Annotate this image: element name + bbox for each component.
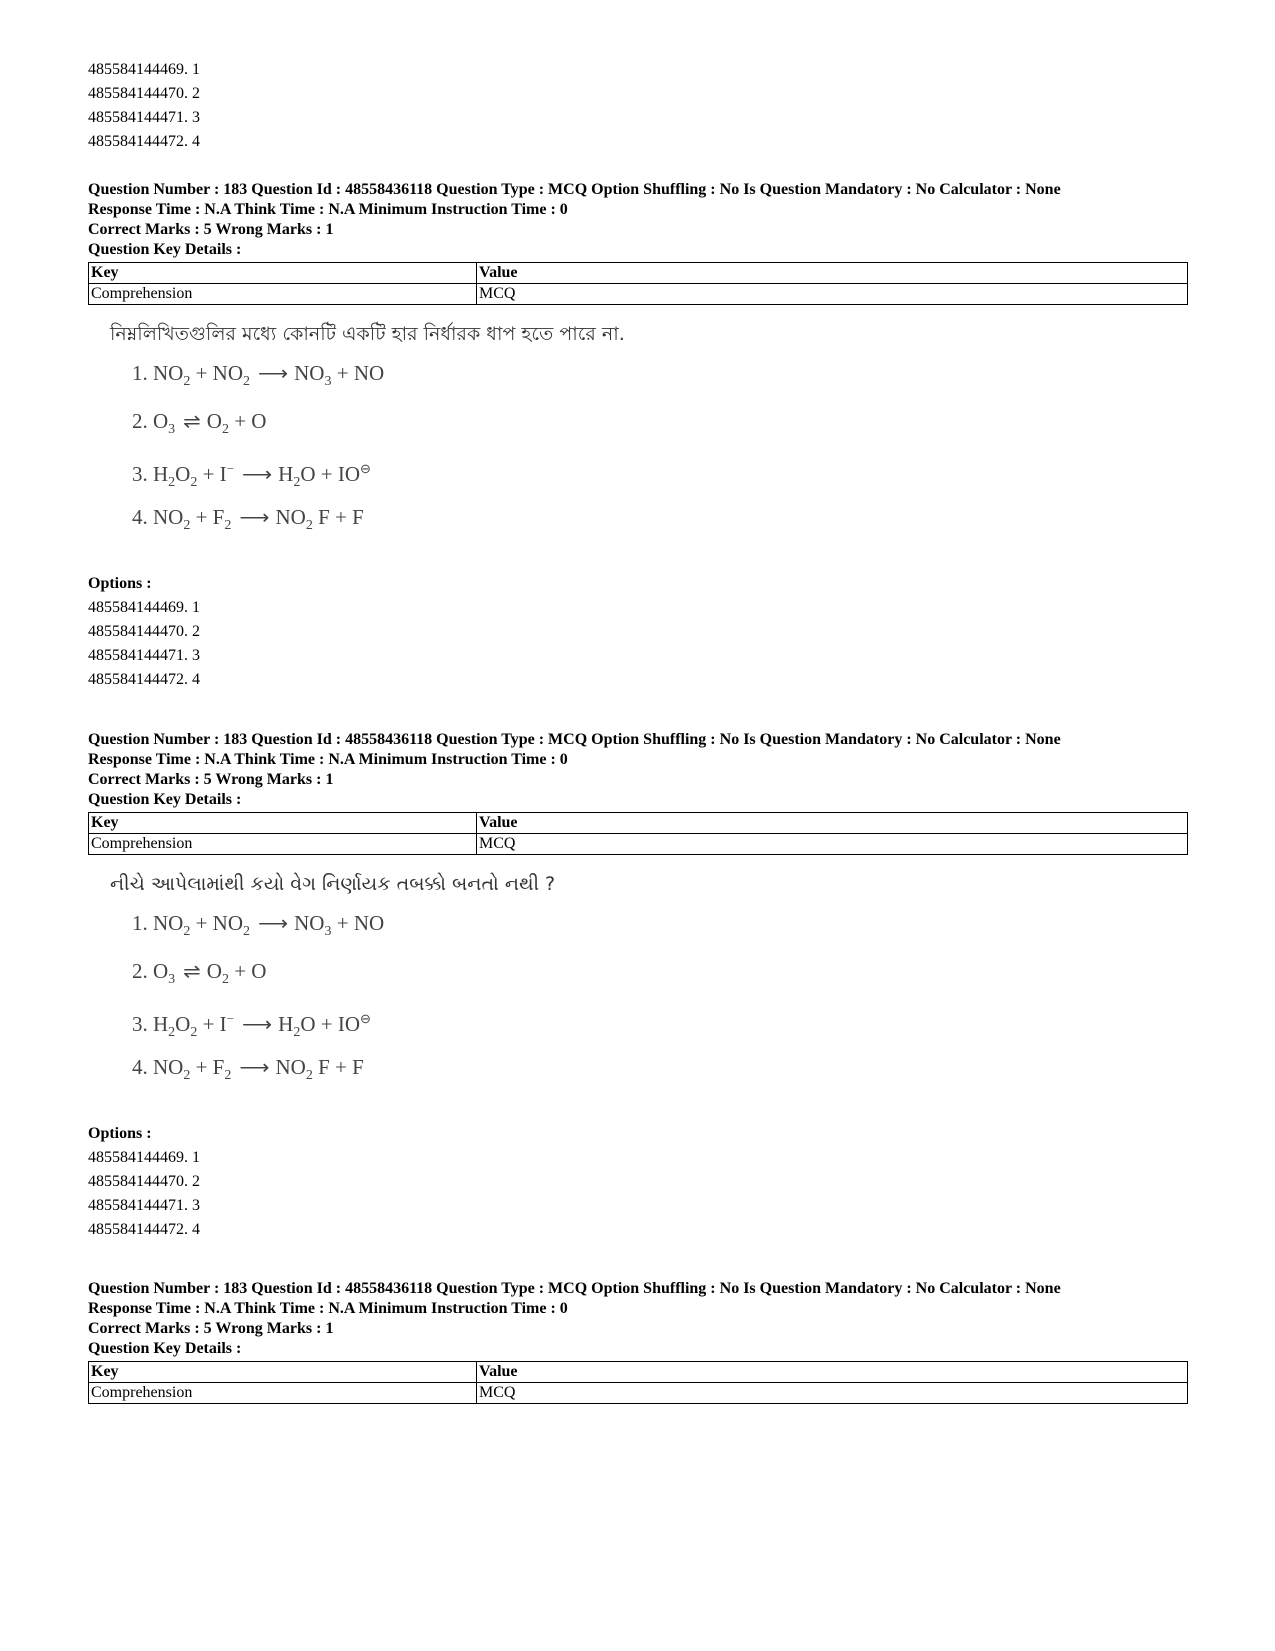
key-value-table (88, 812, 1188, 855)
equation-2: 2. $O_3$ ⇌ $O_2 + O$ (132, 409, 267, 438)
table-header-value: Value (477, 1362, 1188, 1383)
question-meta-line1: Question Number : 183 Question Id : 48558436118 Question Type : MCQ Option Shuffling : No Is Question Mandatory : No Calculator : None (88, 181, 1061, 198)
option-item: 485584144470. 2 (88, 85, 200, 102)
table-cell-value: MCQ (477, 834, 1188, 855)
table-header-key: Key (89, 1362, 477, 1383)
table-header-value: Value (477, 263, 1188, 284)
key-value-table (88, 262, 1188, 305)
question-meta-line2: Response Time : N.A Think Time : N.A Minimum Instruction Time : 0 (88, 201, 568, 218)
question-section-3 (88, 1279, 1188, 1404)
key-value-table (88, 1361, 1188, 1404)
marks-line: Correct Marks : 5 Wrong Marks : 1 (88, 1320, 334, 1337)
equation-3: 3. $H_2O_2 + I^-$ ⟶ $H_2O + IO^⊖$ (132, 461, 371, 491)
equation-3: 3. $H_2O_2 + I^-$ ⟶ $H_2O + IO^⊖$ (132, 1011, 371, 1041)
top-options-list (88, 58, 1188, 154)
equation-1: 1. $NO_2 + NO_2$ ⟶ $NO_3$ + NO (132, 911, 385, 940)
question-text: નીચે આપેલામાંથી કયો વેગ નિર્ણાયક તબક્કો બનતો નથી ? (110, 873, 556, 895)
option-item: 485584144471. 3 (88, 647, 200, 664)
table-header-row (89, 263, 1188, 284)
option-item: 485584144471. 3 (88, 109, 200, 126)
table-row (89, 284, 1188, 305)
equation-1: 1. $NO_2 + NO_2$ ⟶ $NO_3$ + NO (132, 361, 385, 390)
key-details-label: Question Key Details : (88, 791, 242, 808)
option-item: 485584144472. 4 (88, 133, 200, 150)
equation-2: 2. $O_3$ ⇌ $O_2 + O$ (132, 959, 267, 988)
table-cell-key: Comprehension (89, 834, 477, 855)
option-item: 485584144472. 4 (88, 1221, 200, 1238)
option-item: 485584144472. 4 (88, 671, 200, 688)
option-item: 485584144469. 1 (88, 599, 200, 616)
table-cell-key: Comprehension (89, 284, 477, 305)
key-details-label: Question Key Details : (88, 1340, 242, 1357)
question-section-1 (88, 180, 1188, 692)
table-row (89, 1383, 1188, 1404)
table-header-key: Key (89, 263, 477, 284)
question-image (88, 319, 1188, 564)
table-header-row (89, 1362, 1188, 1383)
key-details-label: Question Key Details : (88, 241, 242, 258)
question-meta-line1: Question Number : 183 Question Id : 48558436118 Question Type : MCQ Option Shuffling : No Is Question Mandatory : No Calculator : None (88, 731, 1061, 748)
question-section-2 (88, 730, 1188, 1242)
table-cell-value: MCQ (477, 1383, 1188, 1404)
table-header-key: Key (89, 813, 477, 834)
question-meta-line2: Response Time : N.A Think Time : N.A Minimum Instruction Time : 0 (88, 1300, 568, 1317)
table-row (89, 834, 1188, 855)
question-meta-line2: Response Time : N.A Think Time : N.A Minimum Instruction Time : 0 (88, 751, 568, 768)
table-header-value: Value (477, 813, 1188, 834)
marks-line: Correct Marks : 5 Wrong Marks : 1 (88, 221, 334, 238)
question-meta-line1: Question Number : 183 Question Id : 48558436118 Question Type : MCQ Option Shuffling : No Is Question Mandatory : No Calculator : None (88, 1280, 1061, 1297)
table-cell-key: Comprehension (89, 1383, 477, 1404)
option-item: 485584144469. 1 (88, 61, 200, 78)
marks-line: Correct Marks : 5 Wrong Marks : 1 (88, 771, 334, 788)
table-header-row (89, 813, 1188, 834)
options-label: Options : (88, 575, 152, 592)
equation-4: 4. $NO_2 + F_2$ ⟶ $NO_2$ F + F (132, 1055, 364, 1084)
options-label: Options : (88, 1125, 152, 1142)
option-item: 485584144469. 1 (88, 1149, 200, 1166)
option-item: 485584144470. 2 (88, 623, 200, 640)
table-cell-value: MCQ (477, 284, 1188, 305)
option-item: 485584144471. 3 (88, 1197, 200, 1214)
option-item: 485584144470. 2 (88, 1173, 200, 1190)
question-image (88, 869, 1188, 1114)
equation-4: 4. $NO_2 + F_2$ ⟶ $NO_2$ F + F (132, 505, 364, 534)
question-text: নিম্নলিখিতগুলির মধ্যে কোনটি একটি হার নির্ধারক ধাপ হতে পারে না. (110, 323, 625, 345)
